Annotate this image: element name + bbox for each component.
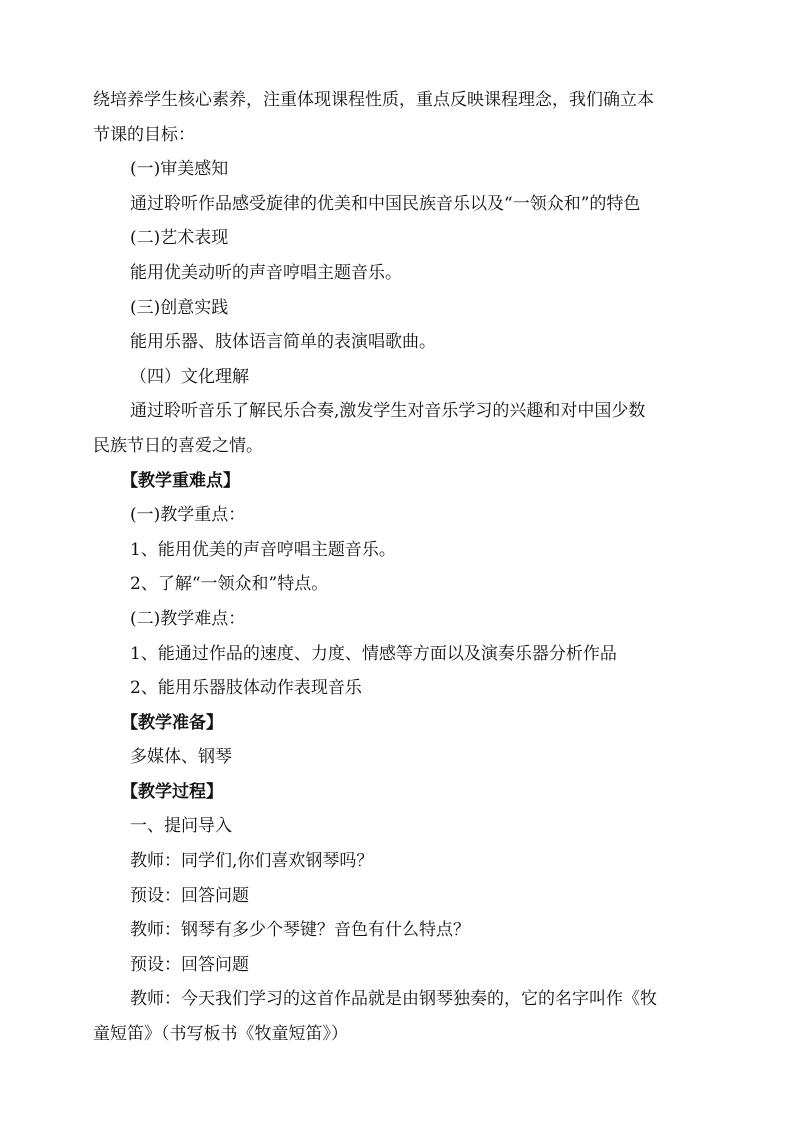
- dialogue-line: 预设：回答问题: [130, 954, 249, 975]
- subsection-heading: (二)教学难点：: [130, 608, 246, 629]
- paragraph-line: 节课的目标：: [93, 124, 195, 145]
- goal-heading: (二)艺术表现: [130, 228, 229, 249]
- paragraph-line: 绕培养学生核心素养，注重体现课程性质，重点反映课程理念，我们确立本: [93, 90, 654, 110]
- dialogue-line: 童短笛》（书写板书《牧童短笛》）: [93, 1024, 348, 1045]
- section-heading: 【教学重难点】: [121, 470, 240, 491]
- list-item: 2、了解“一领众和”特点。: [130, 574, 329, 595]
- paragraph-line: 通过聆听音乐了解民乐合奏,激发学生对音乐学习的兴趣和对中国少数: [130, 401, 646, 422]
- dialogue-line: 预设：回答问题: [130, 885, 249, 906]
- dialogue-line: 教师：同学们,你们喜欢钢琴吗？: [130, 851, 374, 872]
- goal-heading: (三)创意实践: [130, 297, 229, 318]
- list-item: 1、能用优美的声音哼唱主题音乐。: [130, 539, 396, 560]
- paragraph-line: 能用优美动听的声音哼唱主题音乐。: [130, 262, 402, 283]
- paragraph-line: 民族节日的喜爱之情。: [93, 435, 263, 456]
- section-heading: 【教学准备】: [121, 712, 223, 733]
- goal-heading: （四）文化理解: [130, 366, 249, 387]
- paragraph-line: 通过聆听作品感受旋律的优美和中国民族音乐以及“一领众和”的特色: [130, 193, 641, 214]
- dialogue-line: 教师：今天我们学习的这首作品就是由钢琴独奏的，它的名字叫作《牧: [130, 989, 657, 1010]
- dialogue-line: 教师：钢琴有多少个琴键？音色有什么特点？: [130, 920, 470, 941]
- paragraph-line: 能用乐器、肢体语言简单的表演唱歌曲。: [130, 332, 436, 353]
- step-heading: 一、提问导入: [130, 816, 232, 837]
- subsection-heading: (一)教学重点：: [130, 505, 246, 526]
- section-heading: 【教学过程】: [121, 781, 223, 802]
- goal-heading: (一)审美感知: [130, 159, 229, 180]
- list-item: 2、能用乐器肢体动作表现音乐: [130, 678, 362, 699]
- paragraph-line: 多媒体、钢琴: [130, 747, 232, 768]
- list-item: 1、能通过作品的速度、力度、情感等方面以及演奏乐器分析作品: [130, 643, 617, 664]
- document-body: [93, 83, 707, 1052]
